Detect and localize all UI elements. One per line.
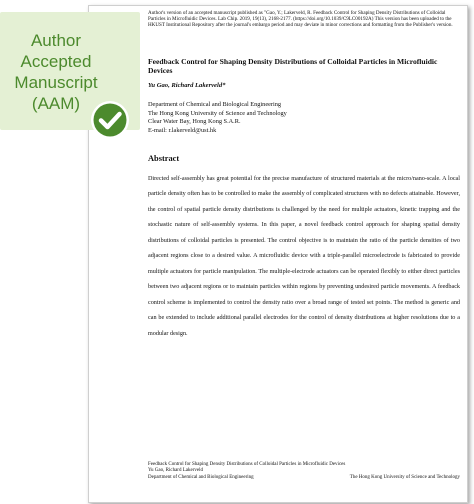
affiliation-department: Department of Chemical and Biological Engineering <box>148 101 282 108</box>
badge-line-author: Author <box>30 31 82 50</box>
footer-affiliation-row <box>148 475 460 481</box>
affiliation <box>148 101 287 136</box>
affiliation-email: E-mail: r.lakerveld@ust.hk <box>148 127 217 135</box>
page-footer <box>148 462 460 481</box>
affiliation-university: The Hong Kong University of Science and Technology <box>148 109 287 117</box>
footer-authors: Yu Gao, Richard Lakerveld <box>148 468 203 474</box>
badge-line-accepted: Accepted <box>20 52 92 71</box>
abstract-text: Directed self-assembly has great potential for the precise manufacture of structured materials at the micro/nano-scale. A local particle density often has to be controlled to make the assembly of complicated structures with no defects attainable. However, the control of spatial particle density distributions is challenged by the need for multiple actuators, kinetic trapping and the stochastic nature of self-assembly systems. In this paper, a novel feedback control approach for shaping spatial density distributions of colloidal particles is presented. The control objective is to maintain the ratio of the particle densities of two adjacent regions close to a desired value. A microfluidic device with a triple-parallel microelectrode is fabricated to provide multiple actuators for particle manipulation. The multiple-electrode actuators can be operated flexibly to either direct particles between two adjacent regions or to maintain particles within regions by preventing undesired particle movements. A feedback control scheme is implemented to control the density ratio over a broad range of tested set points. The method is generic and can be extended to include additional parallel electrodes for the control of density distributions at higher resolutions due to a modular design. <box>148 176 460 337</box>
paper-authors: Yu Gao, Richard Lakerveld* <box>148 82 226 89</box>
aam-badge <box>0 12 140 130</box>
manuscript-page <box>88 5 468 503</box>
check-circle-icon <box>90 100 130 140</box>
badge-line-aam: (AAM) <box>31 94 81 113</box>
footer-department: Department of Chemical and Biological Engineering <box>148 474 254 480</box>
publication-notice: Author's version of an accepted manuscript published as "Gao, Y.; Lakerveld, R. Feedback Control for Shaping Density Distributions of Colloidal Particles in Microfluidic Devices. Lab Chip. 2019, 19(13), 2168-2177. (https://doi.org/10.1039/C9LC00192A) This version has been uploaded to the HKUST Institutional Repository after the journal's embargo period and may deviate in minor corrections and formatting from the Publisher's version. <box>148 10 453 28</box>
paper-title: Feedback Control for Shaping Density Distributions of Colloidal Particles in Microfluidic Devices <box>148 57 438 75</box>
footer-title: Feedback Control for Shaping Density Distributions of Colloidal Particles in Microfluidic Devices <box>148 462 346 467</box>
abstract-heading: Abstract <box>148 154 180 163</box>
footer-university: The Hong Kong University of Science and Technology <box>349 474 460 480</box>
affiliation-address: Clear Water Bay, Hong Kong S.A.R. <box>148 118 241 126</box>
badge-line-manuscript: Manuscript <box>14 73 98 92</box>
